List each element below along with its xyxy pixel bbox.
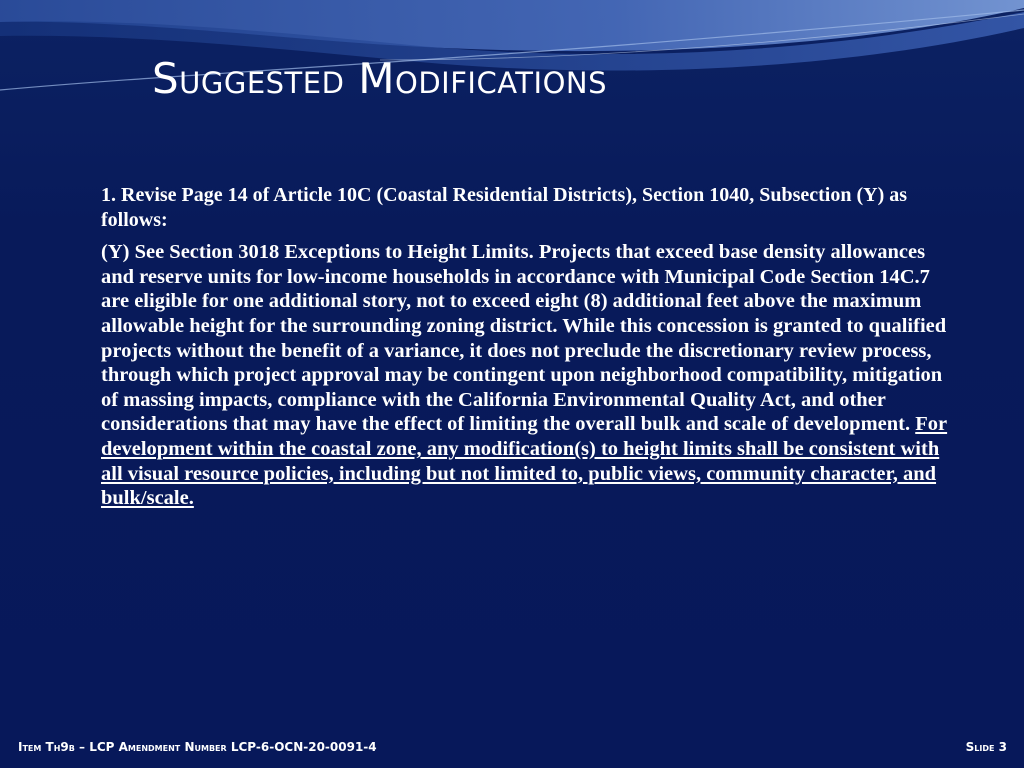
slide-title: Suggested Modifications <box>152 54 607 103</box>
instruction-paragraph: 1. Revise Page 14 of Article 10C (Coastal Residential Districts), Section 1040, Subsection (Y) as follows: <box>101 184 908 231</box>
footer-item-label: Item Th9b – LCP Amendment Number LCP-6-OCN-20-0091-4 <box>18 740 377 754</box>
subsection-text: (Y) See Section 3018 Exceptions to Height Limits. Projects that exceed base density allowances and reserve units for low-income households in accordance with Municipal Code Section 14C.7 are eligible for one additional story, not to exceed eight (8) additional feet above the maximum allowable height for the surrounding zoning district. While this concession is granted to qualified projects without the benefit of a variance, it does not preclude the discretionary review process, through which project approval may be contingent upon neighborhood compatibility, mitigation of massing impacts, compliance with the California Environmental Quality Act, and other considerations that may have the effect of limiting the overall bulk and scale of development. <box>101 241 947 436</box>
subsection-paragraph <box>101 240 961 511</box>
slide-body <box>101 183 961 511</box>
added-text-underlined: For development within the coastal zone, any modification(s) to height limits shall be consistent with all visual resource policies, including but not limited to, public views, community character, and bulk/scale. <box>101 413 948 510</box>
footer-slide-number: Slide 3 <box>965 740 1007 754</box>
